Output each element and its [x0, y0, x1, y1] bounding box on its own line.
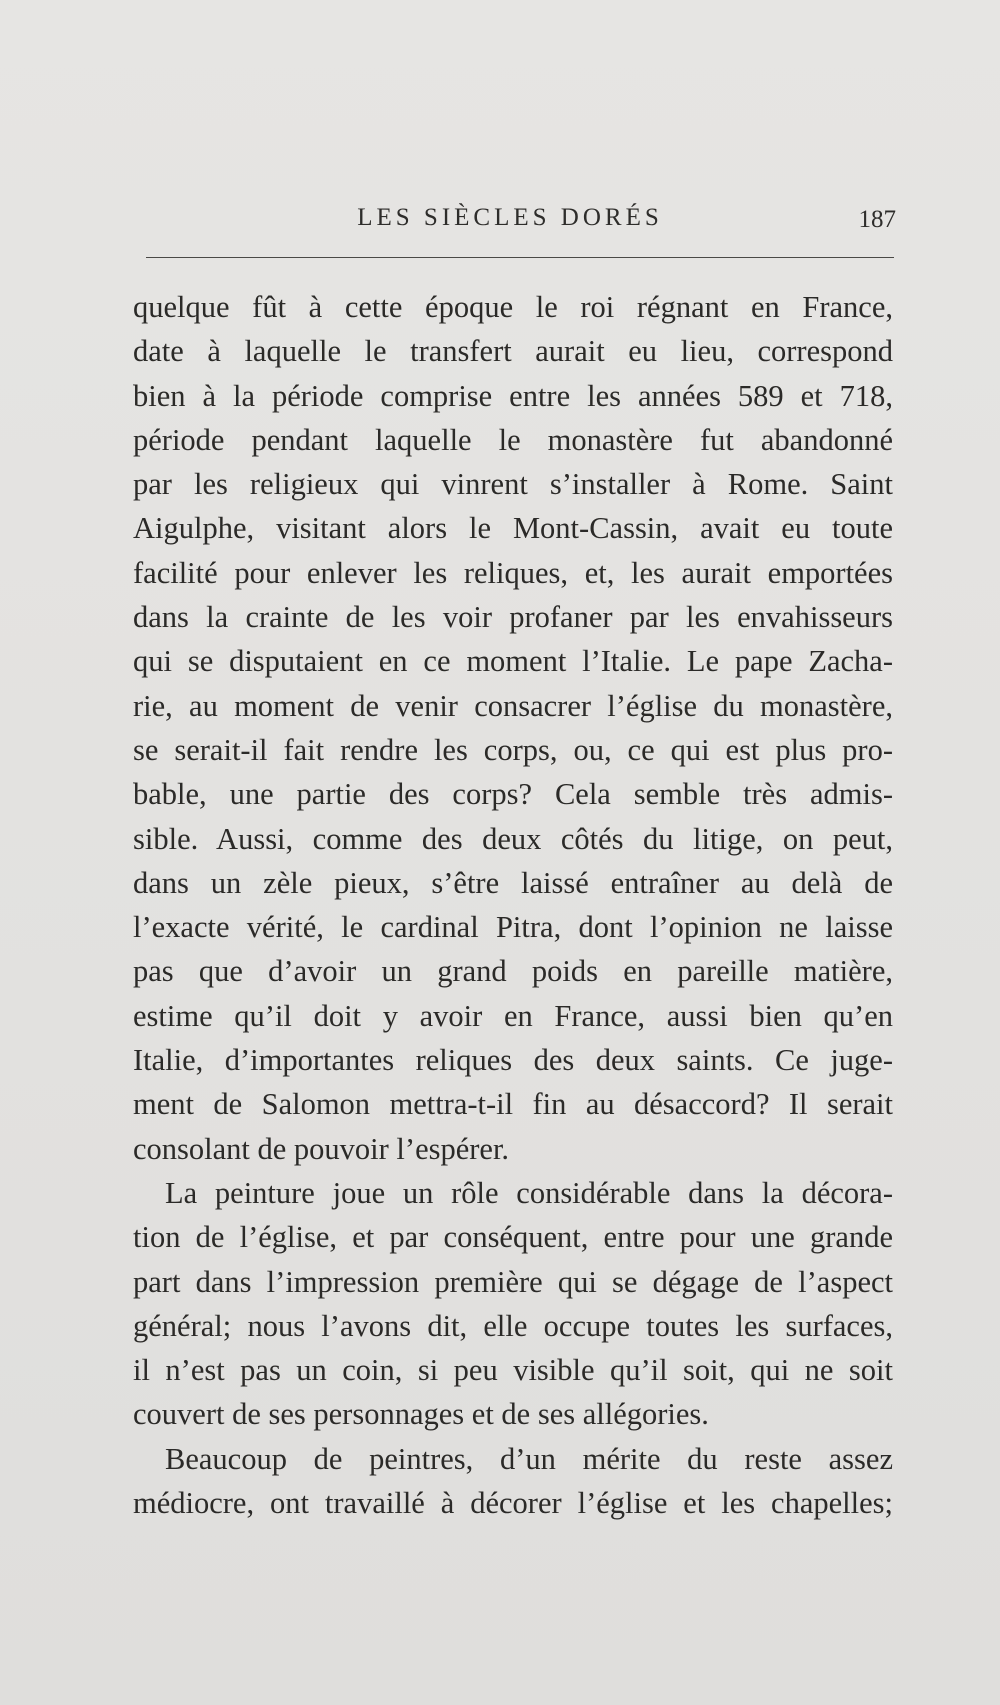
- paragraph-first-line: La peinture joue un rôle considérable dans la décora-: [165, 1175, 893, 1210]
- text-line: estime qu’il doit y avoir en France, aussi bien qu’en: [133, 998, 893, 1033]
- running-head: [140, 204, 896, 244]
- text-line: rie, au moment de venir consacrer l’église du monastère,: [133, 688, 893, 723]
- text-line: qui se disputaient en ce moment l’Italie. Le pape Zacha-: [133, 644, 893, 679]
- text-line: date à laquelle le transfert aurait eu lieu, correspond: [133, 334, 893, 369]
- text-line: part dans l’impression première qui se dégage de l’aspect: [133, 1264, 893, 1299]
- text-line: il n’est pas un coin, si peu visible qu’il soit, qui ne soit: [133, 1353, 893, 1388]
- text-line: pas que d’avoir un grand poids en pareille matière,: [133, 954, 893, 989]
- text-line: sible. Aussi, comme des deux côtés du litige, on peut,: [133, 821, 893, 856]
- text-line: médiocre, ont travaillé à décorer l’église et les chapelles;: [133, 1486, 893, 1521]
- running-title: LES SIÈCLES DORÉS: [357, 204, 663, 231]
- paragraph-last-line: consolant de pouvoir l’espérer.: [133, 1131, 510, 1166]
- text-line: l’exacte vérité, le cardinal Pitra, dont l’opinion ne laisse: [133, 910, 893, 945]
- text-line: dans un zèle pieux, s’être laissé entraîner au delà de: [133, 865, 893, 900]
- text-line: se serait-il fait rendre les corps, ou, ce qui est plus pro-: [133, 732, 893, 767]
- text-line: période pendant laquelle le monastère fut abandonné: [133, 422, 893, 457]
- text-line: facilité pour enlever les reliques, et, les aurait emportées: [133, 555, 893, 590]
- text-line: Italie, d’importantes reliques des deux saints. Ce juge-: [133, 1043, 893, 1078]
- text-line: par les religieux qui vinrent s’installer à Rome. Saint: [133, 467, 893, 502]
- text-line: général; nous l’avons dit, elle occupe toutes les surfaces,: [133, 1308, 893, 1343]
- text-line: tion de l’église, et par conséquent, entre pour une grande: [133, 1220, 893, 1255]
- page-number: 187: [858, 206, 896, 233]
- text-line: bien à la période comprise entre les années 589 et 718,: [133, 378, 893, 413]
- text-line: bable, une partie des corps? Cela semble très admis-: [133, 777, 893, 812]
- text-line: dans la crainte de les voir profaner par les envahisseurs: [133, 600, 893, 635]
- paragraph-last-line: couvert de ses personnages et de ses allégories.: [133, 1397, 709, 1432]
- text-line: ment de Salomon mettra-t-il fin au désaccord? Il serait: [133, 1087, 893, 1122]
- paragraph-first-line: Beaucoup de peintres, d’un mérite du reste assez: [165, 1441, 893, 1476]
- text-line: quelque fût à cette époque le roi régnant en France,: [133, 290, 893, 324]
- header-rule: [146, 257, 894, 258]
- text-line: Aigulphe, visitant alors le Mont-Cassin, avait eu toute: [133, 511, 893, 546]
- body-text: [133, 285, 893, 1525]
